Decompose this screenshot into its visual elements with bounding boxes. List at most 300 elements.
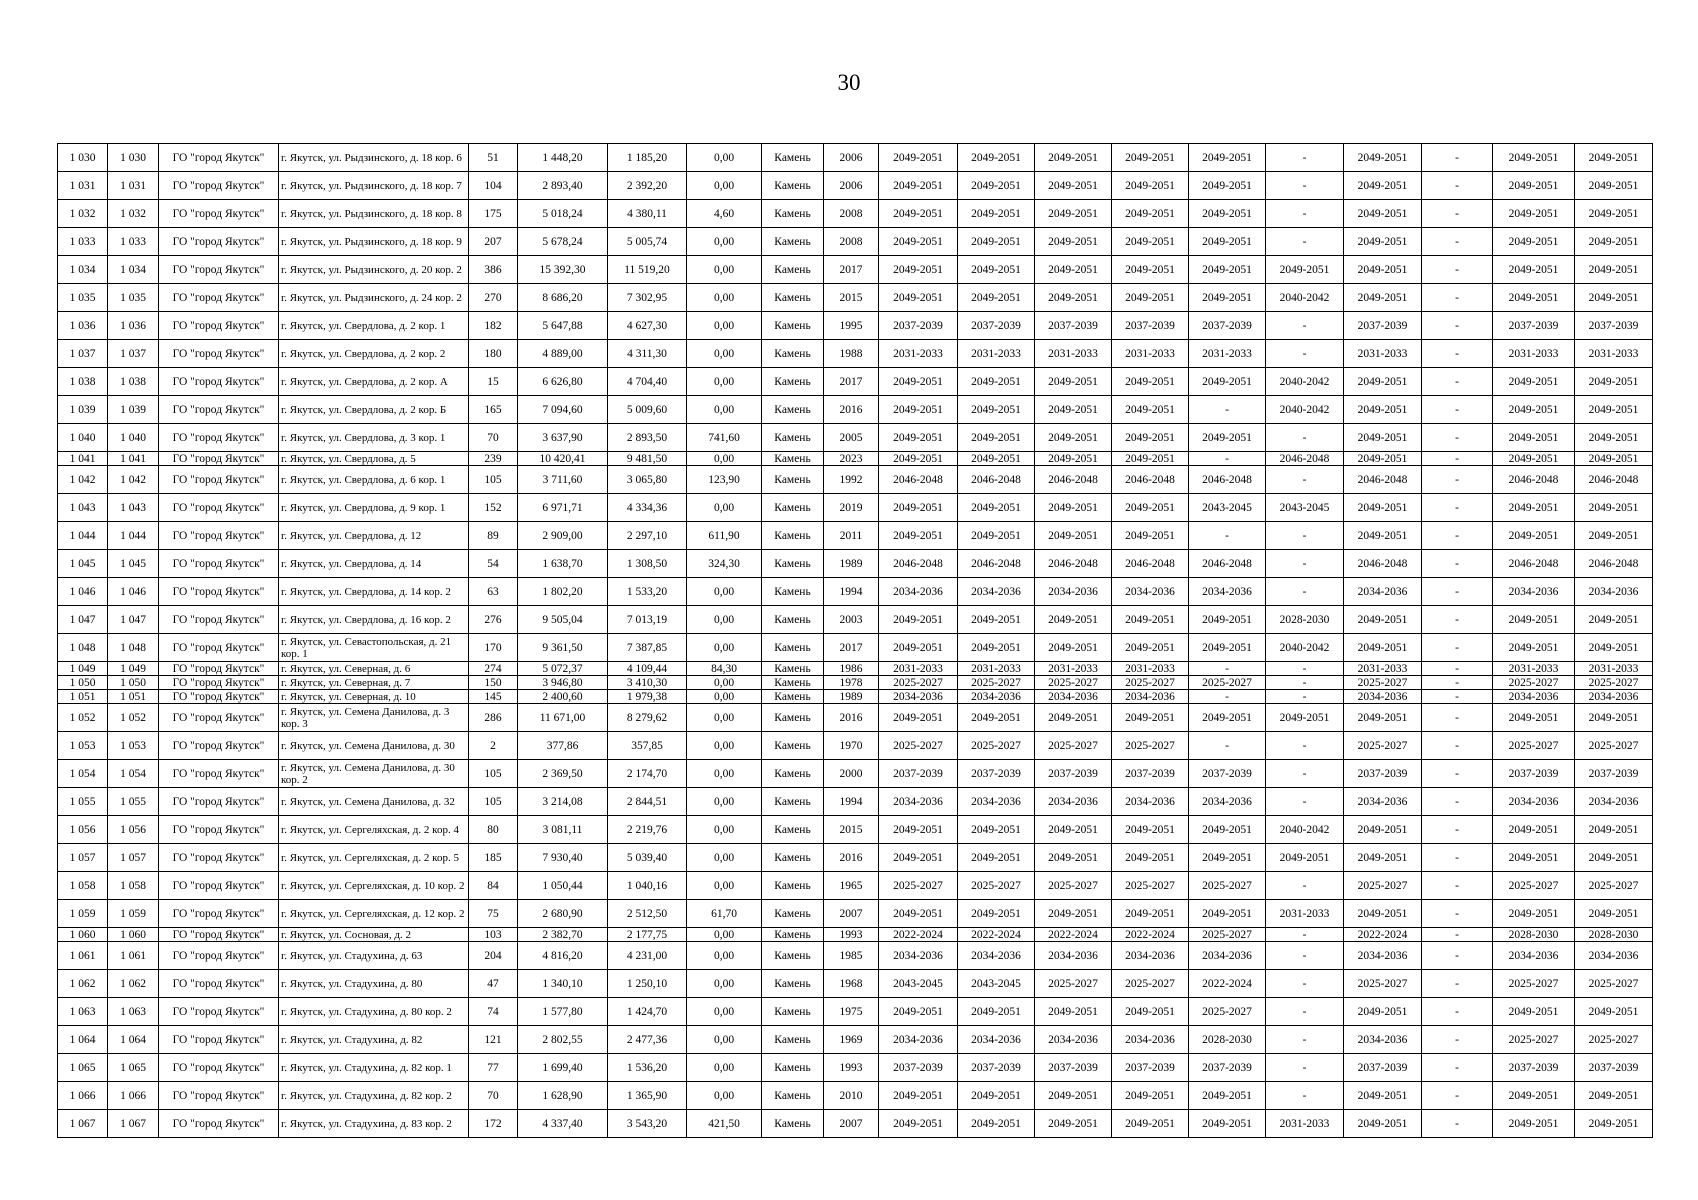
cell-municipality: ГО "город Якутск" xyxy=(159,844,279,872)
cell-municipality: ГО "город Якутск" xyxy=(159,452,279,466)
cell-commissioning-year: 2008 xyxy=(824,228,879,256)
cell-period-col-18: - xyxy=(1422,578,1493,606)
cell-period-col-17: 2049-2051 xyxy=(1344,424,1422,452)
cell-register-number: 1 062 xyxy=(108,970,159,998)
cell-row-number: 1 043 xyxy=(58,494,108,522)
cell-period-col-16: - xyxy=(1266,424,1344,452)
cell-non-residential-area: 611,90 xyxy=(687,522,762,550)
cell-period-col-15: 2049-2051 xyxy=(1189,1110,1266,1138)
cell-period-col-19: 2025-2027 xyxy=(1493,872,1575,900)
cell-period-col-14: 2049-2051 xyxy=(1112,606,1189,634)
cell-period-col-11: 2049-2051 xyxy=(879,606,958,634)
cell-wall-material: Камень xyxy=(762,452,824,466)
cell-living-area: 1 424,70 xyxy=(608,998,687,1026)
cell-period-col-12: 2049-2051 xyxy=(958,396,1035,424)
cell-period-col-16: - xyxy=(1266,732,1344,760)
table-row xyxy=(58,494,1653,522)
cell-residents-count: 270 xyxy=(469,284,518,312)
cell-wall-material: Камень xyxy=(762,760,824,788)
cell-period-col-14: 2034-2036 xyxy=(1112,578,1189,606)
cell-period-col-12: 2037-2039 xyxy=(958,312,1035,340)
cell-period-col-13: 2049-2051 xyxy=(1035,522,1112,550)
cell-commissioning-year: 1988 xyxy=(824,340,879,368)
table-row xyxy=(58,396,1653,424)
cell-row-number: 1 038 xyxy=(58,368,108,396)
cell-register-number: 1 060 xyxy=(108,928,159,942)
cell-period-col-17: 2025-2027 xyxy=(1344,970,1422,998)
cell-period-col-20: 2049-2051 xyxy=(1575,396,1653,424)
cell-period-col-15: 2049-2051 xyxy=(1189,200,1266,228)
cell-period-col-20: 2031-2033 xyxy=(1575,662,1653,676)
cell-non-residential-area: 0,00 xyxy=(687,704,762,732)
cell-period-col-17: 2049-2051 xyxy=(1344,634,1422,662)
cell-period-col-17: 2046-2048 xyxy=(1344,466,1422,494)
cell-municipality: ГО "город Якутск" xyxy=(159,424,279,452)
cell-period-col-15: 2049-2051 xyxy=(1189,1082,1266,1110)
cell-total-area: 1 699,40 xyxy=(518,1054,608,1082)
table-row xyxy=(58,942,1653,970)
cell-row-number: 1 067 xyxy=(58,1110,108,1138)
cell-address: г. Якутск, ул. Северная, д. 6 xyxy=(279,662,469,676)
cell-total-area: 2 680,90 xyxy=(518,900,608,928)
cell-residents-count: 51 xyxy=(469,144,518,172)
cell-register-number: 1 051 xyxy=(108,690,159,704)
cell-period-col-11: 2049-2051 xyxy=(879,998,958,1026)
cell-period-col-12: 2049-2051 xyxy=(958,452,1035,466)
cell-period-col-20: 2034-2036 xyxy=(1575,942,1653,970)
cell-residents-count: 63 xyxy=(469,578,518,606)
cell-non-residential-area: 123,90 xyxy=(687,466,762,494)
cell-period-col-13: 2034-2036 xyxy=(1035,788,1112,816)
table-row xyxy=(58,676,1653,690)
cell-address: г. Якутск, ул. Семена Данилова, д. 3 кор. 3 xyxy=(279,704,469,732)
cell-register-number: 1 034 xyxy=(108,256,159,284)
cell-period-col-11: 2025-2027 xyxy=(879,872,958,900)
cell-period-col-20: 2049-2051 xyxy=(1575,452,1653,466)
cell-period-col-15: 2049-2051 xyxy=(1189,256,1266,284)
cell-commissioning-year: 2010 xyxy=(824,1082,879,1110)
cell-period-col-15: 2049-2051 xyxy=(1189,368,1266,396)
cell-period-col-19: 2037-2039 xyxy=(1493,1054,1575,1082)
cell-period-col-18: - xyxy=(1422,550,1493,578)
cell-period-col-14: 2031-2033 xyxy=(1112,662,1189,676)
cell-commissioning-year: 2008 xyxy=(824,200,879,228)
cell-commissioning-year: 2016 xyxy=(824,844,879,872)
cell-municipality: ГО "город Якутск" xyxy=(159,662,279,676)
cell-period-col-20: 2037-2039 xyxy=(1575,312,1653,340)
cell-period-col-17: 2031-2033 xyxy=(1344,340,1422,368)
cell-living-area: 1 308,50 xyxy=(608,550,687,578)
cell-residents-count: 70 xyxy=(469,1082,518,1110)
cell-non-residential-area: 0,00 xyxy=(687,368,762,396)
cell-wall-material: Камень xyxy=(762,368,824,396)
cell-residents-count: 170 xyxy=(469,634,518,662)
cell-period-col-12: 2049-2051 xyxy=(958,816,1035,844)
cell-address: г. Якутск, ул. Семена Данилова, д. 30 xyxy=(279,732,469,760)
cell-commissioning-year: 2006 xyxy=(824,172,879,200)
cell-period-col-18: - xyxy=(1422,844,1493,872)
cell-period-col-18: - xyxy=(1422,606,1493,634)
cell-period-col-13: 2049-2051 xyxy=(1035,396,1112,424)
cell-wall-material: Камень xyxy=(762,522,824,550)
cell-period-col-11: 2049-2051 xyxy=(879,228,958,256)
cell-total-area: 4 337,40 xyxy=(518,1110,608,1138)
cell-period-col-14: 2049-2051 xyxy=(1112,816,1189,844)
cell-address: г. Якутск, ул. Семена Данилова, д. 32 xyxy=(279,788,469,816)
cell-period-col-18: - xyxy=(1422,1082,1493,1110)
cell-address: г. Якутск, ул. Северная, д. 10 xyxy=(279,690,469,704)
cell-period-col-15: 2025-2027 xyxy=(1189,998,1266,1026)
cell-period-col-16: 2049-2051 xyxy=(1266,844,1344,872)
cell-period-col-20: 2049-2051 xyxy=(1575,606,1653,634)
cell-address: г. Якутск, ул. Свердлова, д. 12 xyxy=(279,522,469,550)
cell-period-col-12: 2049-2051 xyxy=(958,424,1035,452)
cell-row-number: 1 032 xyxy=(58,200,108,228)
cell-row-number: 1 031 xyxy=(58,172,108,200)
cell-period-col-15: 2046-2048 xyxy=(1189,466,1266,494)
cell-row-number: 1 047 xyxy=(58,606,108,634)
cell-period-col-12: 2049-2051 xyxy=(958,606,1035,634)
cell-municipality: ГО "город Якутск" xyxy=(159,676,279,690)
cell-period-col-12: 2049-2051 xyxy=(958,368,1035,396)
table-row xyxy=(58,1110,1653,1138)
cell-address: г. Якутск, ул. Свердлова, д. 5 xyxy=(279,452,469,466)
cell-period-col-15: - xyxy=(1189,452,1266,466)
cell-residents-count: 105 xyxy=(469,760,518,788)
cell-period-col-17: 2034-2036 xyxy=(1344,690,1422,704)
cell-period-col-16: 2040-2042 xyxy=(1266,816,1344,844)
cell-commissioning-year: 1995 xyxy=(824,312,879,340)
cell-row-number: 1 064 xyxy=(58,1026,108,1054)
cell-period-col-11: 2037-2039 xyxy=(879,1054,958,1082)
cell-address: г. Якутск, ул. Свердлова, д. 2 кор. 1 xyxy=(279,312,469,340)
cell-period-col-17: 2049-2051 xyxy=(1344,844,1422,872)
cell-period-col-18: - xyxy=(1422,760,1493,788)
cell-register-number: 1 057 xyxy=(108,844,159,872)
cell-period-col-18: - xyxy=(1422,368,1493,396)
cell-period-col-15: 2037-2039 xyxy=(1189,1054,1266,1082)
cell-period-col-18: - xyxy=(1422,424,1493,452)
cell-address: г. Якутск, ул. Свердлова, д. 2 кор. Б xyxy=(279,396,469,424)
cell-row-number: 1 034 xyxy=(58,256,108,284)
cell-register-number: 1 044 xyxy=(108,522,159,550)
cell-period-col-20: 2028-2030 xyxy=(1575,928,1653,942)
cell-period-col-20: 2034-2036 xyxy=(1575,690,1653,704)
cell-non-residential-area: 0,00 xyxy=(687,578,762,606)
cell-period-col-14: 2025-2027 xyxy=(1112,676,1189,690)
cell-residents-count: 175 xyxy=(469,200,518,228)
cell-period-col-14: 2049-2051 xyxy=(1112,1082,1189,1110)
cell-period-col-19: 2049-2051 xyxy=(1493,256,1575,284)
cell-residents-count: 70 xyxy=(469,424,518,452)
cell-period-col-18: - xyxy=(1422,634,1493,662)
cell-period-col-14: 2049-2051 xyxy=(1112,1110,1189,1138)
cell-non-residential-area: 0,00 xyxy=(687,816,762,844)
cell-wall-material: Камень xyxy=(762,1082,824,1110)
cell-period-col-19: 2049-2051 xyxy=(1493,200,1575,228)
cell-period-col-17: 2049-2051 xyxy=(1344,256,1422,284)
cell-row-number: 1 058 xyxy=(58,872,108,900)
cell-period-col-16: 2040-2042 xyxy=(1266,634,1344,662)
cell-living-area: 1 979,38 xyxy=(608,690,687,704)
cell-living-area: 4 380,11 xyxy=(608,200,687,228)
cell-total-area: 9 505,04 xyxy=(518,606,608,634)
cell-period-col-14: 2049-2051 xyxy=(1112,144,1189,172)
cell-period-col-20: 2049-2051 xyxy=(1575,522,1653,550)
cell-residents-count: 286 xyxy=(469,704,518,732)
cell-row-number: 1 065 xyxy=(58,1054,108,1082)
cell-residents-count: 75 xyxy=(469,900,518,928)
cell-period-col-19: 2034-2036 xyxy=(1493,690,1575,704)
cell-register-number: 1 040 xyxy=(108,424,159,452)
cell-period-col-15: 2049-2051 xyxy=(1189,704,1266,732)
cell-wall-material: Камень xyxy=(762,494,824,522)
cell-address: г. Якутск, ул. Свердлова, д. 3 кор. 1 xyxy=(279,424,469,452)
cell-register-number: 1 050 xyxy=(108,676,159,690)
cell-period-col-12: 2049-2051 xyxy=(958,494,1035,522)
cell-period-col-12: 2049-2051 xyxy=(958,522,1035,550)
cell-period-col-11: 2049-2051 xyxy=(879,144,958,172)
cell-period-col-20: 2049-2051 xyxy=(1575,368,1653,396)
cell-period-col-13: 2049-2051 xyxy=(1035,816,1112,844)
cell-period-col-17: 2034-2036 xyxy=(1344,1026,1422,1054)
cell-period-col-20: 2049-2051 xyxy=(1575,200,1653,228)
cell-period-col-16: - xyxy=(1266,760,1344,788)
cell-wall-material: Камень xyxy=(762,172,824,200)
cell-period-col-13: 2034-2036 xyxy=(1035,942,1112,970)
cell-period-col-15: 2046-2048 xyxy=(1189,550,1266,578)
cell-period-col-15: 2049-2051 xyxy=(1189,606,1266,634)
cell-period-col-18: - xyxy=(1422,340,1493,368)
cell-residents-count: 2 xyxy=(469,732,518,760)
cell-row-number: 1 060 xyxy=(58,928,108,942)
cell-total-area: 5 072,37 xyxy=(518,662,608,676)
cell-total-area: 5 018,24 xyxy=(518,200,608,228)
cell-period-col-12: 2022-2024 xyxy=(958,928,1035,942)
cell-period-col-18: - xyxy=(1422,1054,1493,1082)
cell-non-residential-area: 0,00 xyxy=(687,1082,762,1110)
cell-period-col-16: - xyxy=(1266,1082,1344,1110)
cell-register-number: 1 047 xyxy=(108,606,159,634)
cell-non-residential-area: 0,00 xyxy=(687,256,762,284)
cell-row-number: 1 053 xyxy=(58,732,108,760)
table-row xyxy=(58,900,1653,928)
cell-period-col-15: 2037-2039 xyxy=(1189,312,1266,340)
cell-period-col-11: 2049-2051 xyxy=(879,452,958,466)
cell-municipality: ГО "город Якутск" xyxy=(159,466,279,494)
cell-period-col-12: 2034-2036 xyxy=(958,942,1035,970)
cell-wall-material: Камень xyxy=(762,312,824,340)
cell-register-number: 1 061 xyxy=(108,942,159,970)
table-row xyxy=(58,578,1653,606)
cell-period-col-13: 2034-2036 xyxy=(1035,690,1112,704)
cell-period-col-19: 2046-2048 xyxy=(1493,550,1575,578)
cell-row-number: 1 048 xyxy=(58,634,108,662)
cell-period-col-13: 2022-2024 xyxy=(1035,928,1112,942)
cell-register-number: 1 063 xyxy=(108,998,159,1026)
cell-period-col-12: 2031-2033 xyxy=(958,340,1035,368)
cell-non-residential-area: 0,00 xyxy=(687,606,762,634)
cell-commissioning-year: 2019 xyxy=(824,494,879,522)
cell-wall-material: Камень xyxy=(762,284,824,312)
cell-period-col-19: 2049-2051 xyxy=(1493,172,1575,200)
cell-address: г. Якутск, ул. Сергеляхская, д. 2 кор. 4 xyxy=(279,816,469,844)
cell-period-col-11: 2034-2036 xyxy=(879,942,958,970)
cell-row-number: 1 051 xyxy=(58,690,108,704)
cell-living-area: 2 177,75 xyxy=(608,928,687,942)
cell-period-col-14: 2049-2051 xyxy=(1112,634,1189,662)
cell-living-area: 3 410,30 xyxy=(608,676,687,690)
cell-period-col-13: 2037-2039 xyxy=(1035,760,1112,788)
cell-row-number: 1 056 xyxy=(58,816,108,844)
cell-period-col-15: - xyxy=(1189,690,1266,704)
table-row xyxy=(58,550,1653,578)
cell-non-residential-area: 0,00 xyxy=(687,452,762,466)
cell-period-col-19: 2049-2051 xyxy=(1493,522,1575,550)
cell-wall-material: Камень xyxy=(762,634,824,662)
cell-row-number: 1 044 xyxy=(58,522,108,550)
cell-address: г. Якутск, ул. Сергеляхская, д. 10 кор. 2 xyxy=(279,872,469,900)
cell-period-col-13: 2049-2051 xyxy=(1035,1110,1112,1138)
cell-period-col-11: 2049-2051 xyxy=(879,494,958,522)
cell-commissioning-year: 2011 xyxy=(824,522,879,550)
cell-non-residential-area: 0,00 xyxy=(687,998,762,1026)
table-row xyxy=(58,1082,1653,1110)
cell-period-col-11: 2031-2033 xyxy=(879,340,958,368)
cell-residents-count: 105 xyxy=(469,466,518,494)
cell-address: г. Якутск, ул. Рыдзинского, д. 18 кор. 9 xyxy=(279,228,469,256)
cell-period-col-20: 2025-2027 xyxy=(1575,1026,1653,1054)
cell-address: г. Якутск, ул. Северная, д. 7 xyxy=(279,676,469,690)
cell-non-residential-area: 0,00 xyxy=(687,1054,762,1082)
cell-municipality: ГО "город Якутск" xyxy=(159,606,279,634)
cell-period-col-13: 2034-2036 xyxy=(1035,1026,1112,1054)
cell-period-col-12: 2049-2051 xyxy=(958,1110,1035,1138)
cell-municipality: ГО "город Якутск" xyxy=(159,256,279,284)
cell-period-col-20: 2037-2039 xyxy=(1575,1054,1653,1082)
cell-municipality: ГО "город Якутск" xyxy=(159,494,279,522)
cell-period-col-14: 2049-2051 xyxy=(1112,424,1189,452)
cell-row-number: 1 035 xyxy=(58,284,108,312)
cell-residents-count: 145 xyxy=(469,690,518,704)
cell-period-col-11: 2037-2039 xyxy=(879,760,958,788)
cell-period-col-14: 2037-2039 xyxy=(1112,312,1189,340)
cell-period-col-18: - xyxy=(1422,900,1493,928)
cell-non-residential-area: 0,00 xyxy=(687,844,762,872)
cell-non-residential-area: 0,00 xyxy=(687,788,762,816)
cell-residents-count: 180 xyxy=(469,340,518,368)
cell-commissioning-year: 1989 xyxy=(824,550,879,578)
cell-wall-material: Камень xyxy=(762,466,824,494)
table-row xyxy=(58,1054,1653,1082)
cell-living-area: 2 174,70 xyxy=(608,760,687,788)
cell-period-col-18: - xyxy=(1422,452,1493,466)
cell-living-area: 7 013,19 xyxy=(608,606,687,634)
cell-register-number: 1 037 xyxy=(108,340,159,368)
cell-period-col-18: - xyxy=(1422,1110,1493,1138)
cell-period-col-12: 2034-2036 xyxy=(958,1026,1035,1054)
cell-municipality: ГО "город Якутск" xyxy=(159,284,279,312)
table-row xyxy=(58,816,1653,844)
cell-period-col-19: 2049-2051 xyxy=(1493,228,1575,256)
cell-period-col-19: 2049-2051 xyxy=(1493,816,1575,844)
cell-period-col-14: 2049-2051 xyxy=(1112,900,1189,928)
cell-period-col-13: 2049-2051 xyxy=(1035,200,1112,228)
cell-period-col-19: 2049-2051 xyxy=(1493,1110,1575,1138)
cell-period-col-18: - xyxy=(1422,662,1493,676)
cell-address: г. Якутск, ул. Семена Данилова, д. 30 кор. 2 xyxy=(279,760,469,788)
table-row xyxy=(58,704,1653,732)
cell-register-number: 1 066 xyxy=(108,1082,159,1110)
cell-period-col-17: 2025-2027 xyxy=(1344,872,1422,900)
cell-period-col-14: 2025-2027 xyxy=(1112,970,1189,998)
cell-total-area: 4 816,20 xyxy=(518,942,608,970)
cell-register-number: 1 036 xyxy=(108,312,159,340)
cell-period-col-11: 2046-2048 xyxy=(879,550,958,578)
cell-wall-material: Камень xyxy=(762,550,824,578)
cell-period-col-14: 2049-2051 xyxy=(1112,998,1189,1026)
cell-row-number: 1 030 xyxy=(58,144,108,172)
cell-period-col-19: 2034-2036 xyxy=(1493,578,1575,606)
cell-period-col-18: - xyxy=(1422,704,1493,732)
cell-period-col-15: 2034-2036 xyxy=(1189,578,1266,606)
cell-period-col-16: 2031-2033 xyxy=(1266,900,1344,928)
cell-period-col-16: 2046-2048 xyxy=(1266,452,1344,466)
cell-period-col-17: 2049-2051 xyxy=(1344,452,1422,466)
cell-living-area: 5 005,74 xyxy=(608,228,687,256)
cell-non-residential-area: 0,00 xyxy=(687,228,762,256)
cell-period-col-13: 2049-2051 xyxy=(1035,368,1112,396)
cell-period-col-13: 2049-2051 xyxy=(1035,256,1112,284)
cell-register-number: 1 033 xyxy=(108,228,159,256)
cell-register-number: 1 054 xyxy=(108,760,159,788)
cell-period-col-14: 2049-2051 xyxy=(1112,256,1189,284)
cell-commissioning-year: 1985 xyxy=(824,942,879,970)
cell-register-number: 1 059 xyxy=(108,900,159,928)
table-row xyxy=(58,228,1653,256)
cell-wall-material: Камень xyxy=(762,970,824,998)
cell-period-col-18: - xyxy=(1422,942,1493,970)
cell-commissioning-year: 2007 xyxy=(824,1110,879,1138)
cell-period-col-17: 2046-2048 xyxy=(1344,550,1422,578)
cell-period-col-17: 2034-2036 xyxy=(1344,942,1422,970)
cell-period-col-13: 2049-2051 xyxy=(1035,172,1112,200)
cell-period-col-15: 2049-2051 xyxy=(1189,228,1266,256)
cell-row-number: 1 055 xyxy=(58,788,108,816)
cell-period-col-13: 2049-2051 xyxy=(1035,900,1112,928)
cell-municipality: ГО "город Якутск" xyxy=(159,872,279,900)
cell-non-residential-area: 0,00 xyxy=(687,676,762,690)
cell-residents-count: 84 xyxy=(469,872,518,900)
cell-row-number: 1 059 xyxy=(58,900,108,928)
cell-period-col-12: 2037-2039 xyxy=(958,1054,1035,1082)
cell-living-area: 4 109,44 xyxy=(608,662,687,676)
cell-period-col-14: 2046-2048 xyxy=(1112,550,1189,578)
cell-address: г. Якутск, ул. Сосновая, д. 2 xyxy=(279,928,469,942)
cell-living-area: 7 302,95 xyxy=(608,284,687,312)
cell-period-col-16: - xyxy=(1266,928,1344,942)
cell-total-area: 6 626,80 xyxy=(518,368,608,396)
cell-living-area: 4 627,30 xyxy=(608,312,687,340)
cell-period-col-14: 2049-2051 xyxy=(1112,172,1189,200)
cell-period-col-14: 2034-2036 xyxy=(1112,942,1189,970)
cell-period-col-18: - xyxy=(1422,284,1493,312)
cell-period-col-15: 2049-2051 xyxy=(1189,172,1266,200)
cell-period-col-18: - xyxy=(1422,396,1493,424)
cell-wall-material: Камень xyxy=(762,690,824,704)
cell-commissioning-year: 1965 xyxy=(824,872,879,900)
cell-row-number: 1 061 xyxy=(58,942,108,970)
